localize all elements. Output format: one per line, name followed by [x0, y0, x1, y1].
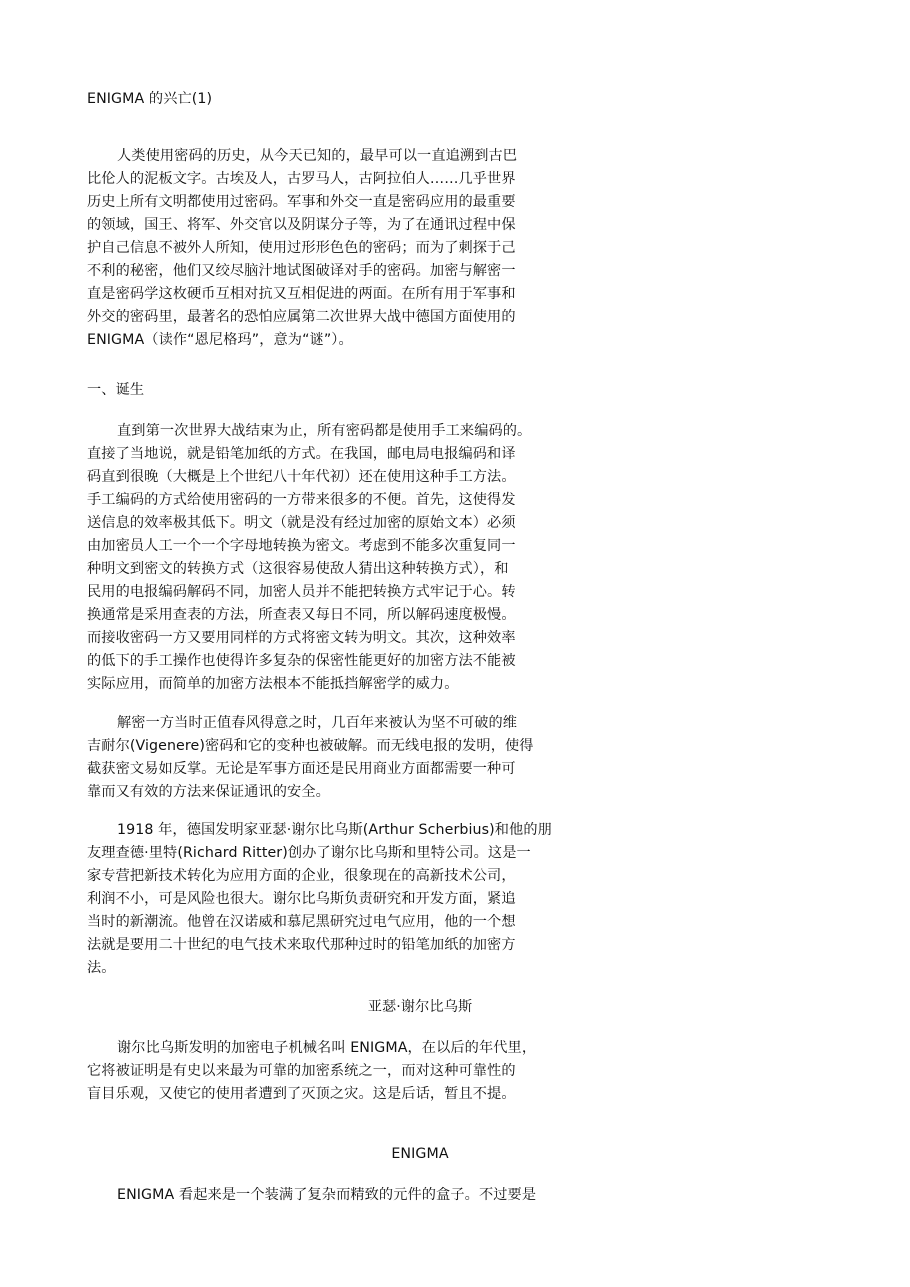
text-line: 利润不小，可是风险也很大。谢尔比乌斯负责研究和开发方面，紧追 — [87, 891, 516, 907]
text-line: 吉耐尔(Vigenere)密码和它的变种也被破解。而无线电报的发明，使得 — [87, 738, 534, 754]
text-line: 不利的秘密，他们又绞尽脑汁地试图破译对手的密码。加密与解密一 — [87, 263, 516, 279]
text-line: 民用的电报编码解码不同，加密人员并不能把转换方式牢记于心。转 — [87, 584, 516, 600]
text-line: 手工编码的方式给使用密码的一方带来很多的不便。首先，这使得发 — [87, 492, 516, 508]
text-line: 码直到很晚（大概是上个世纪八十年代初）还在使用这种手工方法。 — [87, 469, 516, 485]
text-line: 友理查德·里特(Richard Ritter)创办了谢尔比乌斯和里特公司。这是一 — [87, 845, 531, 861]
text-line: 种明文到密文的转换方式（这很容易使敌人猜出这种转换方式），和 — [87, 561, 509, 577]
text-line: 盲目乐观，又使它的使用者遭到了灭顶之灾。这是后话，暂且不提。 — [87, 1086, 516, 1102]
text-line: 的领域，国王、将军、外交官以及阴谋分子等，为了在通讯过程中保 — [87, 217, 516, 233]
text-line: 解密一方当时正值春风得意之时，几百年来被认为坚不可破的维 — [117, 715, 518, 731]
text-line: 历史上所有文明都使用过密码。军事和外交一直是密码应用的最重要 — [87, 194, 516, 210]
text-line: 直接了当地说，就是铅笔加纸的方式。在我国，邮电局电报编码和译 — [87, 446, 516, 462]
text-line: 护自己信息不被外人所知，使用过形形色色的密码；而为了刺探于己 — [87, 240, 516, 256]
text-line: 而接收密码一方又要用同样的方式将密文转为明文。其次，这种效率 — [87, 630, 516, 646]
image-caption: 亚瑟·谢尔比乌斯 — [367, 999, 473, 1015]
text-line: 换通常是采用查表的方法，所查表又每日不同，所以解码速度极慢。 — [87, 607, 516, 623]
text-line: 实际应用，而简单的加密方法根本不能抵挡解密学的威力。 — [87, 676, 459, 692]
text-line: 它将被证明是有史以来最为可靠的加密系统之一，而对这种可靠性的 — [87, 1063, 516, 1079]
text-line: ENIGMA 看起来是一个装满了复杂而精致的元件的盒子。不过要是 — [117, 1187, 537, 1203]
document-title: ENIGMA 的兴亡(1) — [87, 91, 213, 107]
text-line: 截获密文易如反掌。无论是军事方面还是民用商业方面都需要一种可 — [87, 761, 516, 777]
text-line: 的低下的手工操作也使得许多复杂的保密性能更好的加密方法不能被 — [87, 653, 516, 669]
text-line: 法就是要用二十世纪的电气技术来取代那种过时的铅笔加纸的加密方 — [87, 937, 516, 953]
text-line: 谢尔比乌斯发明的加密电子机械名叫 ENIGMA，在以后的年代里， — [117, 1040, 537, 1056]
text-line: 外交的密码里，最著名的恐怕应属第二次世界大战中德国方面使用的 — [87, 309, 516, 325]
text-line: 由加密员人工一个一个字母地转换为密文。考虑到不能多次重复同一 — [87, 538, 516, 554]
text-line: 直是密码学这枚硬币互相对抗又互相促进的两面。在所有用于军事和 — [87, 286, 516, 302]
text-line: 人类使用密码的历史，从今天已知的，最早可以一直追溯到古巴 — [117, 148, 518, 164]
text-line: 比伦人的泥板文字。古埃及人，古罗马人，古阿拉伯人……几乎世界 — [87, 171, 516, 187]
text-line: ENIGMA（读作“恩尼格玛”，意为“谜”）。 — [87, 332, 353, 348]
image-caption: ENIGMA — [391, 1146, 449, 1162]
text-line: 1918 年，德国发明家亚瑟·谢尔比乌斯(Arthur Scherbius)和他的朋 — [117, 822, 552, 838]
text-line: 直到第一次世界大战结束为止，所有密码都是使用手工来编码的。 — [117, 423, 532, 439]
text-line: 靠而又有效的方法来保证通讯的安全。 — [87, 784, 330, 800]
text-line: 当时的新潮流。他曾在汉诺威和慕尼黑研究过电气应用，他的一个想 — [87, 914, 516, 930]
text-line: 家专营把新技术转化为应用方面的企业，很象现在的高新技术公司， — [87, 868, 516, 884]
section-heading: 一、诞生 — [87, 382, 145, 398]
text-line: 送信息的效率极其低下。明文（就是没有经过加密的原始文本）必须 — [87, 515, 516, 531]
text-line: 法。 — [87, 960, 116, 976]
